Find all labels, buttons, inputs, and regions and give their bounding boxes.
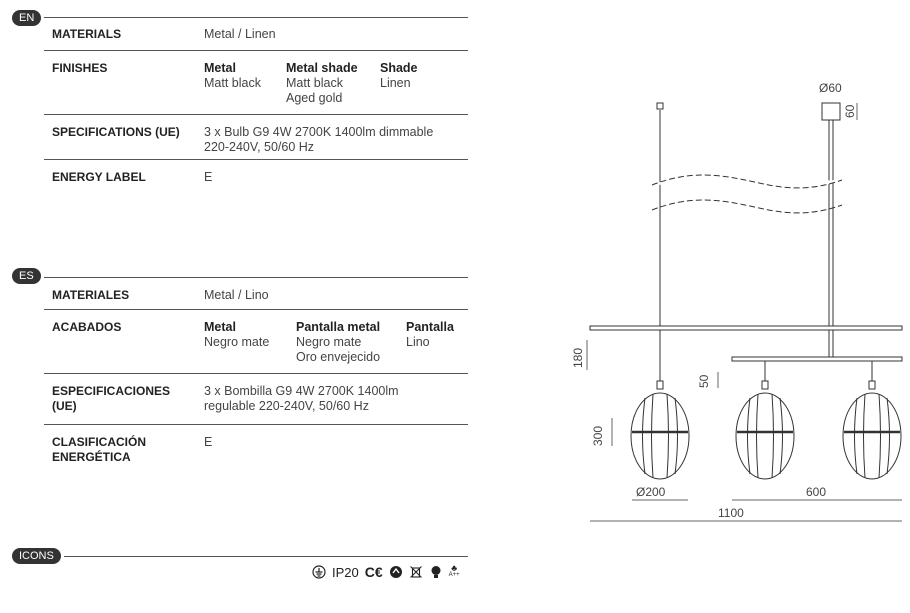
- energy-label-line: CLASIFICACIÓN: [52, 435, 146, 449]
- finish-line: Oro envejecido: [296, 350, 381, 364]
- energy-label-line: ENERGÉTICA: [52, 450, 131, 464]
- label-shade-diameter: Ø200: [636, 485, 666, 499]
- energy-value: E: [204, 170, 213, 184]
- spec-line: 3 x Bulb G9 4W 2700K 1400lm dimmable: [204, 125, 434, 139]
- pendant-fitting-mid: [762, 381, 768, 389]
- shade-ribs-right: [855, 394, 890, 478]
- spec-line: regulable 220-240V, 50/60 Hz: [204, 399, 369, 413]
- ce-icon: C€: [364, 564, 383, 580]
- label-300: 300: [591, 425, 605, 446]
- finish-title: Metal: [204, 61, 236, 75]
- finish-line: Matt black: [286, 76, 343, 90]
- spec-label-line: (UE): [52, 399, 77, 413]
- label-1100: 1100: [718, 506, 744, 520]
- finish-line: Linen: [380, 76, 411, 90]
- pendant-fitting-right: [869, 381, 875, 389]
- finish-title: Pantalla: [406, 320, 454, 334]
- shade-ribs-mid: [748, 394, 783, 478]
- finish-line: Matt black: [204, 76, 261, 90]
- finish-line: Negro mate: [204, 335, 270, 349]
- lower-bar: [732, 357, 902, 361]
- shade-left: [631, 393, 689, 479]
- canopy: [822, 103, 840, 120]
- label-canopy-height: 60: [843, 104, 857, 118]
- materials-value: Metal / Lino: [204, 288, 269, 302]
- finish-title: Metal shade: [286, 61, 358, 75]
- finishes-label: FINISHES: [52, 61, 108, 75]
- section-tag-es: ES: [12, 268, 41, 284]
- finish-line: Aged gold: [286, 91, 343, 105]
- section-tag-icons: ICONS: [12, 548, 61, 564]
- materials-label: MATERIALES: [52, 288, 130, 302]
- pendant-fitting-left: [657, 381, 663, 389]
- left-cable-clip: [657, 103, 663, 109]
- label-180: 180: [571, 347, 585, 368]
- specifications-label: SPECIFICATIONS (UE): [52, 125, 180, 139]
- shade-right: [843, 393, 901, 479]
- label-50: 50: [697, 374, 711, 388]
- label-600: 600: [806, 485, 827, 499]
- materials-value: Metal / Linen: [204, 27, 276, 41]
- finish-line: Negro mate: [296, 335, 362, 349]
- spec-line: 3 x Bombilla G9 4W 2700K 1400lm: [204, 384, 399, 398]
- section-tag-en: EN: [12, 10, 41, 26]
- shade-ribs-left: [643, 394, 678, 478]
- label-canopy-diameter: Ø60: [819, 81, 842, 95]
- upper-bar: [590, 326, 902, 330]
- ip-rating: IP20: [332, 564, 359, 580]
- spec-label-line: ESPECIFICACIONES: [52, 384, 171, 398]
- finish-title: Metal: [204, 320, 236, 334]
- energy-label: ENERGY LABEL: [52, 170, 146, 184]
- materials-label: MATERIALS: [52, 27, 122, 41]
- finish-title: Shade: [380, 61, 418, 75]
- spec-line: 220-240V, 50/60 Hz: [204, 140, 315, 154]
- shade-mid: [736, 393, 794, 479]
- break-wave-bottom: [652, 200, 842, 213]
- finish-line: Lino: [406, 335, 430, 349]
- finish-title: Pantalla metal: [296, 320, 381, 334]
- energy-value: E: [204, 435, 213, 449]
- break-wave-top: [652, 175, 842, 188]
- energy-class-text: A++: [448, 572, 460, 578]
- leaf-icon: ♣: [451, 563, 458, 573]
- finishes-label: ACABADOS: [52, 320, 122, 334]
